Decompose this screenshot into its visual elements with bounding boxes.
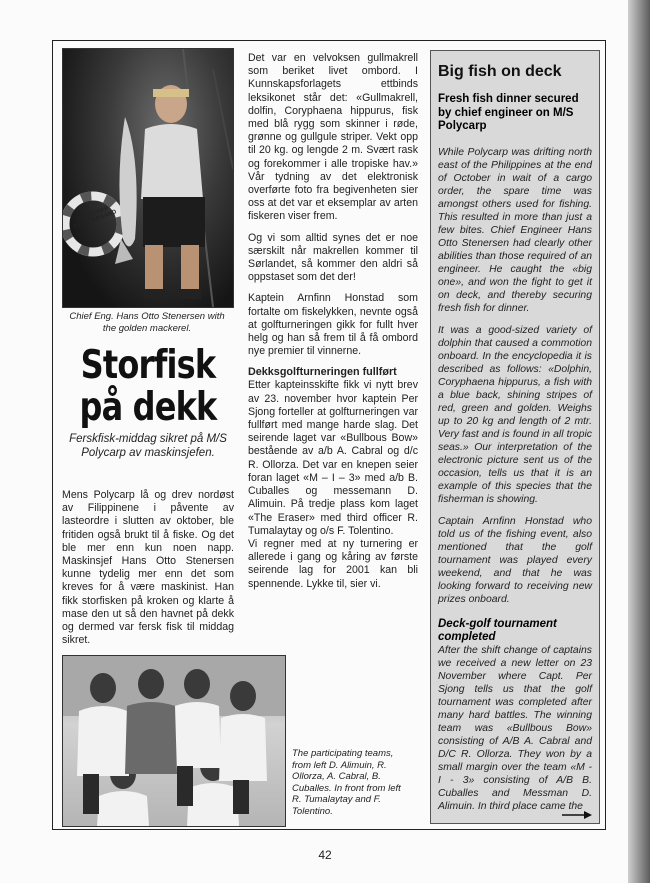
photo-engineer-illustration [63, 49, 233, 307]
column-1 [62, 489, 234, 655]
photo-teams-illustration [63, 656, 285, 826]
col1-paragraph: Mens Polycarp lå og drev nordøst av Filippinene i påvente av lasteordre i slutten av oktober, ble fritiden også brukt til å fiske. Og det ble mer enn kun noen napp. Maskinsjef Hans Otto Stenersen kunne tydelig mer enn det som kreves for å være maskinist. Han fikk storfisken på kroken og klarte å mase den ut så den havnet på dekk og dermed var fersk fisk til middag sikret. [62, 489, 234, 647]
col2-paragraph-3: Kaptein Arnfinn Honstad som fortalte om fiskelykken, nevnte også at golfturneringen gikk for fullt hver helg og han så frem til å få ombord nye premier til vinnerne. [248, 292, 418, 358]
sidebar-paragraph-2: It was a good-sized variety of dolphin that caused a commotion onboard. In the encyclopedia it is described as follows: «Dolphin, Coryphaena hippurus, a fish with a blue back, shining stripes of red, green and golden. Weighs up to 20 kg and length of 2 mtr. Very fast and is found in all tropic seas.» Our interpretation of the electronic picture sent us of the occasion, tells us that it is an example of this species that the fisherman is showing. [438, 324, 592, 505]
sidebar-subtitle: Fresh fish dinner secured by chief engineer on M/S Polycarp [438, 93, 579, 132]
sidebar-paragraph-1: While Polycarp was drifting north east of the Philippines at the end of October in wait of a cargo order, the spare time was amongst others used for fishing. This resulted in more than just a few bites. Chief Engineer Hans Otto Stenersen had clearly other abilities than those required of an engineer. He caught the «big one», and won the fight to get it on deck, and thereby securing fresh fish for dinner. [438, 146, 592, 314]
life-buoy-label: POLYCARP KRISTIANSAND [72, 205, 118, 231]
headline-line1: Storfisk [80, 343, 216, 388]
photo-engineer-with-fish [62, 48, 234, 308]
article-subheadline: Ferskfisk-middag sikret på M/S Polycarp av maskinsjefen. [69, 433, 227, 459]
headline-line2: på dekk [79, 385, 217, 430]
continue-arrow-icon [562, 811, 592, 819]
photo-golf-teams [62, 655, 286, 827]
sidebar-title: Big fish on deck [438, 63, 562, 80]
photo2-caption: The participating teams, from left D. Alimuin, R. Ollorza, A. Cabral, B. Cuballes. In front from left R. Tumalaytay and F. Tolentino. [292, 748, 401, 817]
col2-paragraph-1: Det var en velvoksen gullmakrell som beriket livet ombord. I Kunnskapsforlagets ettbinds leksikonet står det: «Gullmakrell, dolfin, Coryphaena hippurus, fisk med blå rygg som skinner i røde, grønne og gullgule striper. Vekt opp til 20 kg. og lengde 2 m. Svært rask og forekommer i alle tropiske hav.» Vår tydning av det elektronisk overførte foto fra begivenheten sier oss at det var et eksemplar av arten fiskeren viser frem. [248, 52, 418, 223]
page-number: 42 [318, 848, 332, 862]
article-headline [76, 345, 220, 429]
col2-paragraph-4: Etter kapteinsskifte fikk vi nytt brev av 23. november hvor kaptein Per Sjong forteller at golfturneringen var fullført med mange harde slag. Det seirende laget var «Bullbous Bow» bestående av a/b A. Cabral og d/c R. Ollorza. Det var en knepen seier foran laget «M – I – 3» med a/b B. Cuballes og messemann D. Alimuin. På tredje plass kom laget «The Eraser» med third officer R. Tumalaytay og o/s F. Tolentino. [248, 379, 418, 537]
photo1-caption: Chief Eng. Hans Otto Stenersen with the golden mackerel. [69, 311, 225, 334]
col2-paragraph-5: Vi regner med at ny turnering er allerede i gang og kåring av første seirende lag for 2001 kan bli spennende. Lykke til, sier vi. [248, 537, 418, 590]
column-2 [248, 52, 418, 599]
english-summary-sidebar [430, 50, 600, 824]
col2-paragraph-2: Og vi som alltid synes det er noe særskilt når makrellen kommer til Sørlandet, så kommer den aldri så oppstaset som det der! [248, 231, 418, 284]
page-edge-shadow [628, 0, 650, 883]
sidebar-paragraph-4: After the shift change of captains we received a new letter on 23 November where Capt. Per Sjong tells us that the golf tournament was completed after many hard battles. The winning team was «Bullbous Bow» consisting of A/B A. Cabral and D/C R. Ollorza. They won by a small margin over the team «M - I - 3» consisting of A/B B. Cuballes and Messman D. Alimuin. In third place came the [438, 644, 592, 812]
sidebar-paragraph-3: Captain Arnfinn Honstad who told us of the fishing event, also mentioned that the golf tournament was played every weekend, and that he was looking forward to receiving new prizes onboard. [438, 515, 592, 605]
col2-subheading: Dekksgolfturneringen fullført [248, 366, 397, 379]
sidebar-subheading: Deck-golf tournament completed [438, 617, 557, 643]
